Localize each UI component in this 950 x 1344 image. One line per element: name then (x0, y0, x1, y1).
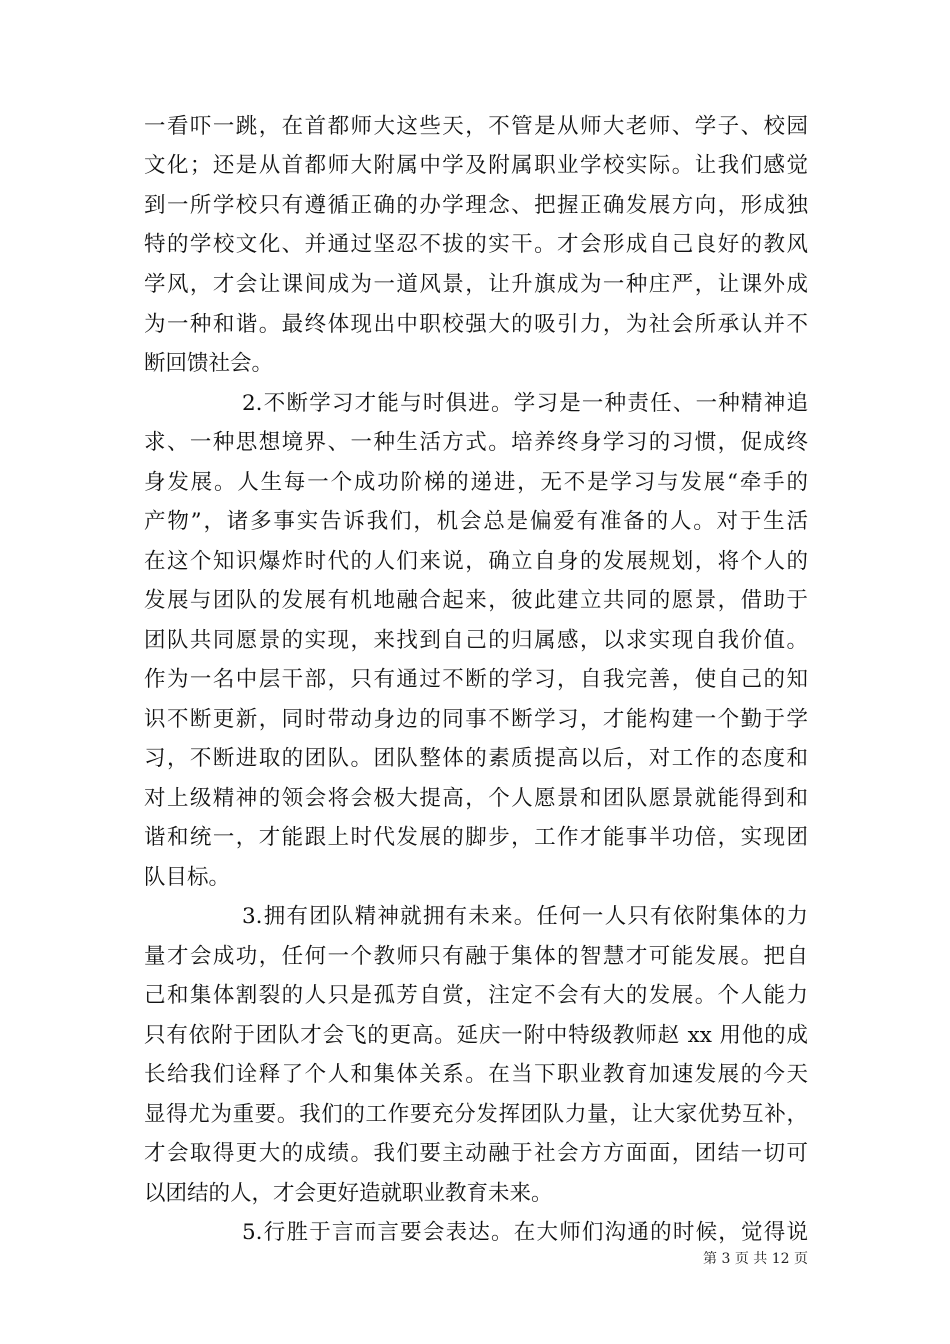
text-line: 一看吓一跳，在首都师大这些天，不管是从师大老师、学子、校园 (144, 114, 808, 139)
text-line: 求、一种思想境界、一种生活方式。培养终身学习的习惯，促成终 (144, 430, 808, 455)
text-line: 识不断更新，同时带动身边的同事不断学习，才能构建一个勤于学 (144, 707, 808, 732)
text-line: 才会取得更大的成绩。我们要主动融于社会方方面面，团结一切可 (144, 1141, 808, 1166)
page-number: 第 3 页 共 12 页 (703, 1251, 808, 1267)
text-line: 文化；还是从首都师大附属中学及附属职业学校实际。让我们感觉 (144, 153, 808, 178)
text-line: 特的学校文化、并通过坚忍不拔的实干。才会形成自己良好的教风 (144, 232, 808, 257)
text-line: 显得尤为重要。我们的工作要充分发挥团队力量，让大家优势互补， (144, 1102, 808, 1127)
text-line: 习，不断进取的团队。团队整体的素质提高以后，对工作的态度和 (144, 746, 808, 771)
paragraph-heading: 3.拥有团队精神就拥有未来。任何一人只有依附集体的力 (242, 904, 808, 929)
text-line: 谐和统一，才能跟上时代发展的脚步，工作才能事半功倍，实现团 (144, 825, 808, 850)
text-line: 长给我们诠释了个人和集体关系。在当下职业教育加速发展的今天 (144, 1062, 808, 1087)
text-line: 发展与团队的发展有机地融合起来，彼此建立共同的愿景，借助于 (144, 588, 808, 613)
text-line: 以团结的人，才会更好造就职业教育未来。 (144, 1181, 553, 1206)
text-line: 为一种和谐。最终体现出中职校强大的吸引力，为社会所承认并不 (144, 312, 808, 337)
paragraph-heading: 2.不断学习才能与时俱进。学习是一种责任、一种精神追 (242, 391, 808, 416)
text-line: 量才会成功，任何一个教师只有融于集体的智慧才可能发展。把自 (144, 944, 808, 969)
text-line: 只有依附于团队才会飞的更高。延庆一附中特级教师赵 xx 用他的成 (144, 1023, 808, 1048)
text-line: 产物”，诸多事实告诉我们，机会总是偏爱有准备的人。对于生活 (144, 509, 808, 534)
paragraph-heading: 5.行胜于言而言要会表达。在大师们沟通的时候，觉得说 (242, 1220, 808, 1245)
text-line: 身发展。人生每一个成功阶梯的递进，无不是学习与发展“牵手的 (144, 470, 808, 495)
text-line: 到一所学校只有遵循正确的办学理念、把握正确发展方向，形成独 (144, 193, 808, 218)
text-line: 断回馈社会。 (144, 351, 274, 376)
text-line: 己和集体割裂的人只是孤芳自赏，注定不会有大的发展。个人能力 (144, 983, 808, 1008)
text-line: 在这个知识爆炸时代的人们来说，确立自身的发展规划，将个人的 (144, 549, 808, 574)
text-line: 对上级精神的领会将会极大提高，个人愿景和团队愿景就能得到和 (144, 786, 808, 811)
text-line: 团队共同愿景的实现，来找到自己的归属感，以求实现自我价值。 (144, 628, 808, 653)
text-line: 作为一名中层干部，只有通过不断的学习，自我完善，使自己的知 (144, 667, 808, 692)
text-line: 学风，才会让课间成为一道风景，让升旗成为一种庄严，让课外成 (144, 272, 808, 297)
text-line: 队目标。 (144, 865, 231, 890)
